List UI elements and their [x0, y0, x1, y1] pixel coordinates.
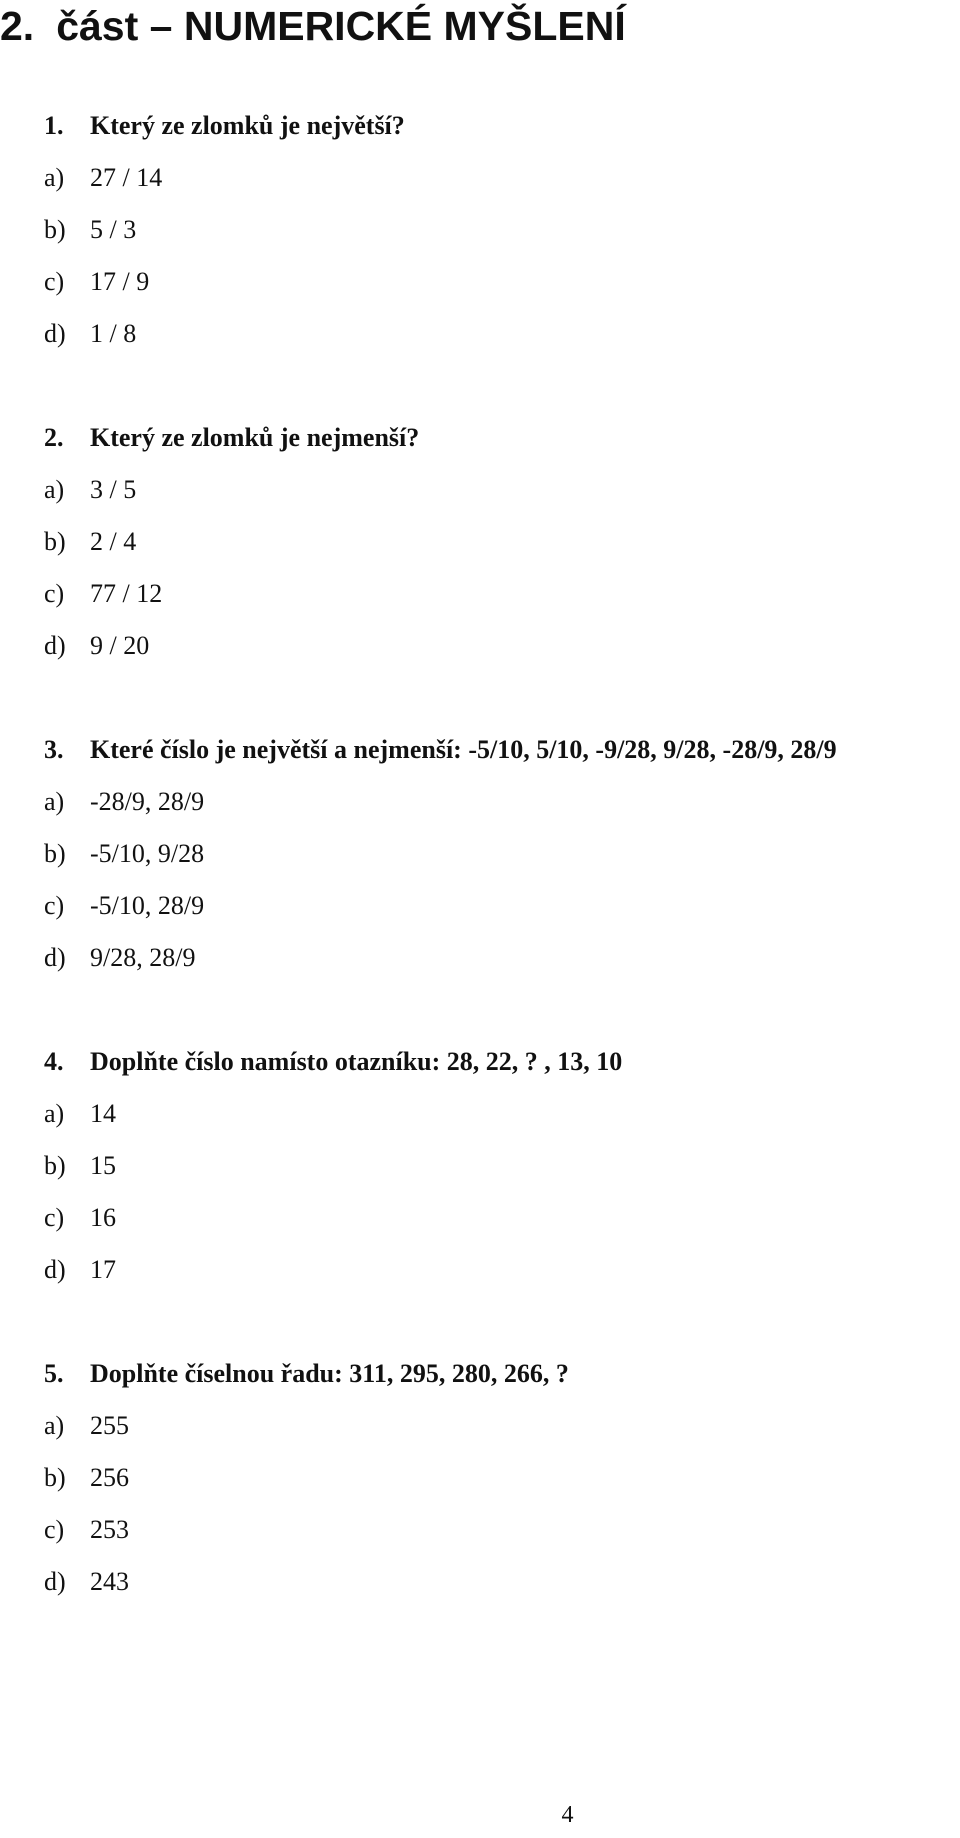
option-text: 3 / 5 — [90, 475, 137, 504]
question-text: Který ze zlomků je největší? — [90, 111, 405, 140]
question-5-prompt — [0, 1348, 960, 1400]
option-b — [0, 1140, 960, 1192]
question-text: Které číslo je největší a nejmenší: -5/10, 5/10, -9/28, 9/28, -28/9, 28/9 — [90, 735, 837, 764]
option-text: 17 — [90, 1255, 116, 1284]
question-text: Doplňte číselnou řadu: 311, 295, 280, 266, ? — [90, 1359, 569, 1388]
option-text: 5 / 3 — [90, 215, 137, 244]
question-number: 1. — [44, 111, 64, 140]
question-1 — [0, 100, 960, 360]
question-number: 5. — [44, 1359, 64, 1388]
option-label: d) — [44, 1255, 66, 1284]
option-label: b) — [44, 839, 66, 868]
question-2 — [0, 412, 960, 672]
question-1-prompt — [0, 100, 960, 152]
option-text: -5/10, 28/9 — [90, 891, 205, 920]
option-label: a) — [44, 1099, 65, 1128]
option-text: -28/9, 28/9 — [90, 787, 205, 816]
option-a — [0, 1088, 960, 1140]
option-d — [0, 1556, 960, 1608]
option-c — [0, 880, 960, 932]
option-label: a) — [44, 1411, 65, 1440]
option-text: 77 / 12 — [90, 579, 163, 608]
section-title: část – NUMERICKÉ MYŠLENÍ — [56, 3, 626, 49]
page-number: 4 — [561, 1802, 574, 1828]
option-c — [0, 1192, 960, 1244]
option-a — [0, 776, 960, 828]
option-label: d) — [44, 319, 66, 348]
option-label: c) — [44, 1515, 65, 1544]
option-label: d) — [44, 943, 66, 972]
option-c — [0, 256, 960, 308]
option-text: 9 / 20 — [90, 631, 150, 660]
option-label: c) — [44, 267, 65, 296]
option-label: d) — [44, 631, 66, 660]
option-text: 2 / 4 — [90, 527, 137, 556]
option-text: 256 — [90, 1463, 129, 1492]
option-c — [0, 1504, 960, 1556]
section-number: 2. — [0, 3, 35, 49]
option-d — [0, 932, 960, 984]
question-text: Doplňte číslo namísto otazníku: 28, 22, ? , 13, 10 — [90, 1047, 623, 1076]
question-number: 2. — [44, 423, 64, 452]
question-2-prompt — [0, 412, 960, 464]
option-text: 17 / 9 — [90, 267, 150, 296]
option-label: b) — [44, 215, 66, 244]
question-3 — [0, 724, 960, 984]
option-text: 15 — [90, 1151, 116, 1180]
option-d — [0, 1244, 960, 1296]
question-text: Který ze zlomků je nejmenší? — [90, 423, 420, 452]
option-text: 16 — [90, 1203, 116, 1232]
option-d — [0, 308, 960, 360]
option-a — [0, 152, 960, 204]
option-a — [0, 1400, 960, 1452]
option-text: 9/28, 28/9 — [90, 943, 196, 972]
option-label: b) — [44, 1463, 66, 1492]
option-label: c) — [44, 579, 65, 608]
option-text: 253 — [90, 1515, 129, 1544]
option-b — [0, 516, 960, 568]
option-text: 14 — [90, 1099, 116, 1128]
question-5 — [0, 1348, 960, 1608]
option-text: 243 — [90, 1567, 129, 1596]
option-c — [0, 568, 960, 620]
option-text: -5/10, 9/28 — [90, 839, 205, 868]
question-4-prompt — [0, 1036, 960, 1088]
option-label: c) — [44, 1203, 65, 1232]
option-label: b) — [44, 1151, 66, 1180]
option-text: 255 — [90, 1411, 129, 1440]
question-4 — [0, 1036, 960, 1296]
option-label: b) — [44, 527, 66, 556]
question-number: 4. — [44, 1047, 64, 1076]
option-b — [0, 1452, 960, 1504]
option-text: 27 / 14 — [90, 163, 163, 192]
question-3-prompt — [0, 724, 960, 776]
option-label: d) — [44, 1567, 66, 1596]
option-b — [0, 828, 960, 880]
option-label: a) — [44, 787, 65, 816]
option-text: 1 / 8 — [90, 319, 137, 348]
option-d — [0, 620, 960, 672]
option-label: a) — [44, 475, 65, 504]
section-heading — [0, 2, 626, 50]
option-label: c) — [44, 891, 65, 920]
option-label: a) — [44, 163, 65, 192]
question-number: 3. — [44, 735, 64, 764]
option-b — [0, 204, 960, 256]
option-a — [0, 464, 960, 516]
